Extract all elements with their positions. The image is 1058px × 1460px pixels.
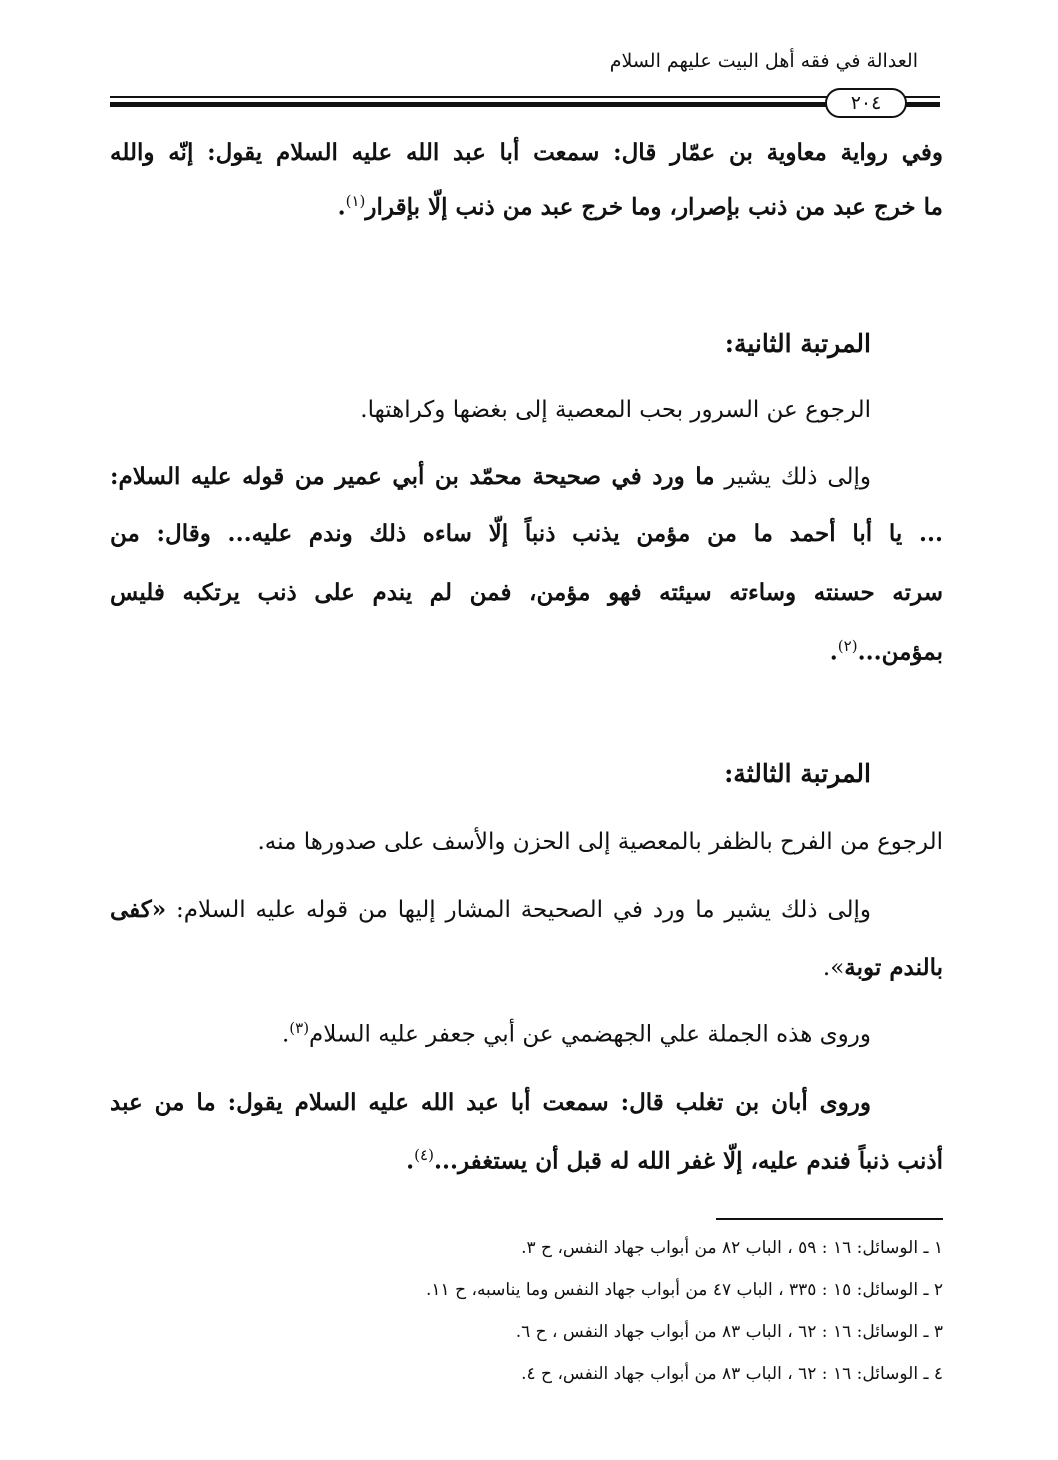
heading-third-rank: المرتبة الثالثة:: [724, 759, 871, 788]
paragraph-7-line-1: وروى أبان بن تغلب قال: سمعت أبا عبد الله عليه السلام يقول: ما من عبد: [110, 1089, 871, 1116]
text: ما خرج عبد من ذنب بإصرار، وما خرج عبد من ذنب إلّا بإقرار: [365, 193, 943, 221]
paragraph-7-line-2: [406, 1147, 943, 1174]
footnote-ref-2: (٢): [837, 637, 858, 655]
paragraph-6: [282, 1020, 871, 1048]
header-rule-thin: [110, 96, 940, 98]
footnote-1: ١ ـ الوسائل: ١٦ : ٥٩ ، الباب ٨٢ من أبواب جهاد النفس، ح ٣.: [521, 1238, 943, 1258]
text: أذنب ذنباً فندم عليه، إلّا غفر الله له قبل أن يستغفر...: [433, 1147, 943, 1175]
bold-text: بالندم توبة: [844, 954, 943, 981]
header-rule: [110, 94, 940, 110]
text: وفي رواية معاوية بن عمّار قال: سمعت أبا عبد الله عليه السلام يقول: إنّه والله: [110, 139, 943, 166]
paragraph-5-line-1: [110, 897, 871, 923]
text: ».: [822, 955, 845, 981]
footnote-ref-4: (٤): [414, 1146, 434, 1164]
running-title: العدالة في فقه أهل البيت عليهم السلام: [609, 50, 918, 72]
paragraph-1-line-1: [110, 140, 943, 165]
paragraph-3-line-2: ... يا أبا أحمد ما من مؤمن يذنب ذنباً إلّا ساءه ذلك وندم عليه... وقال: من: [110, 520, 943, 547]
paragraph-3-line-1: [110, 464, 871, 490]
text: وروى هذه الجملة علي الجهضمي عن أبي جعفر عليه السلام: [309, 1021, 871, 1048]
footnote-2: ٢ ـ الوسائل: ١٥ : ٣٣٥ ، الباب ٤٧ من أبواب جهاد النفس وما يناسبه، ح ١١.: [426, 1280, 943, 1300]
page-number: ٢٠٤: [825, 88, 907, 118]
bold-text: «كفى: [110, 896, 167, 923]
paragraph-2: الرجوع عن السرور بحب المعصية إلى بغضها وكراهتها.: [360, 397, 871, 423]
paragraph-3-line-4: [830, 638, 943, 665]
footnote-4: ٤ ـ الوسائل: ١٦ : ٦٢ ، الباب ٨٣ من أبواب جهاد النفس، ح ٤.: [521, 1364, 943, 1384]
header-rule-thick: [110, 102, 940, 107]
footnote-separator: [716, 1218, 943, 1220]
paragraph-3-line-3: سرته حسنته وساءته سيئته فهو مؤمن، فمن لم يندم على ذنب يرتكبه فليس: [110, 579, 943, 606]
footnote-ref-1: (١): [345, 192, 366, 210]
text: وإلى ذلك يشير ما ورد في الصحيحة المشار إليها من قوله عليه السلام:: [166, 897, 871, 923]
paragraph-5-line-2: [823, 955, 943, 981]
text: وإلى ذلك يشير: [714, 464, 871, 490]
period: .: [406, 1147, 415, 1175]
paragraph-1-line-2: [338, 193, 943, 220]
bold-text: ما ورد في صحيحة محمّد بن أبي عمير من قوله عليه السلام:: [110, 463, 715, 490]
paragraph-4: الرجوع من الفرح بالظفر بالمعصية إلى الحزن والأسف على صدورها منه.: [257, 829, 943, 855]
footnote-3: ٣ ـ الوسائل: ١٦ : ٦٢ ، الباب ٨٣ من أبواب جهاد النفس ، ح ٦.: [515, 1322, 943, 1342]
period: .: [281, 1021, 290, 1048]
period: .: [829, 638, 838, 666]
text: بمؤمن...: [857, 638, 943, 666]
footnote-ref-3: (٣): [289, 1019, 310, 1037]
period: .: [337, 193, 346, 221]
heading-second-rank: المرتبة الثانية:: [724, 329, 871, 358]
